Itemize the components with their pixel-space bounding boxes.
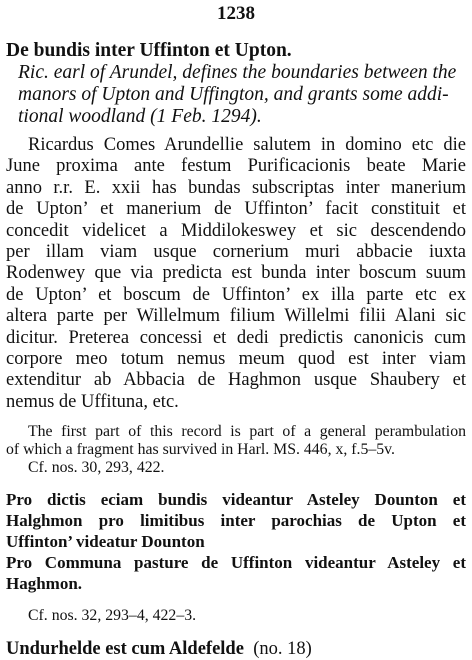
latin-line: nemus de Uffituna, etc. bbox=[6, 391, 179, 412]
cross-reference-line: Halghmon pro limitibus inter parochias de Upton et bbox=[6, 511, 466, 531]
next-entry-title: Undurhelde est cum Aldefelde bbox=[6, 639, 244, 660]
summary-line: tional woodland (1 Feb. 1294). bbox=[18, 106, 262, 127]
latin-line: corpore meo totum nemus meum quod est inter viam bbox=[6, 349, 466, 370]
latin-line: concedit videlicet a Middilokeswey et sic descendendo bbox=[6, 220, 466, 241]
latin-line: June proxima ante festum Purificacionis beate Marie bbox=[6, 156, 466, 177]
editorial-note bbox=[6, 423, 466, 477]
latin-line: anno r.r. E. xxii has bundas subscriptas inter manerium bbox=[6, 177, 466, 198]
latin-line: per illam viam usque cornerium muri abbacie iuxta bbox=[6, 242, 466, 263]
note-line: The first part of this record is part of a general perambulation bbox=[28, 423, 466, 441]
latin-line: dicitur. Preterea concessi et dedi predictis canonicis cum bbox=[6, 327, 466, 348]
cross-reference-line: Pro dictis eciam bundis videantur Asteley Dounton et bbox=[6, 490, 466, 510]
entry-heading: De bundis inter Uffinton et Upton. bbox=[6, 40, 292, 61]
summary-line: Ric. earl of Arundel, defines the boundaries between the bbox=[18, 62, 457, 83]
cross-reference-line: Pro Communa pasture de Uffinton videantur Asteley et bbox=[6, 553, 466, 573]
page-number: 1238 bbox=[217, 3, 255, 24]
summary-line: manors of Upton and Uffington, and grants some addi- bbox=[18, 84, 449, 105]
note-line: Cf. nos. 30, 293, 422. bbox=[28, 459, 165, 477]
note-line: of which a fragment has survived in Harl. MS. 446, x, f.5–5v. bbox=[6, 441, 395, 459]
latin-line: altera parte per Willelmum filium Willelmi filii Alani sic bbox=[6, 306, 466, 327]
next-entry-ref: (no. 18) bbox=[253, 639, 312, 660]
document-page bbox=[6, 0, 466, 660]
cf-line: Cf. nos. 32, 293–4, 422–3. bbox=[28, 607, 197, 625]
latin-line: de Upton’ et manerium de Uffinton’ facit constituit et bbox=[6, 199, 466, 220]
latin-line: de Upton’ et boscum de Uffinton’ ex illa parte etc ex bbox=[6, 284, 466, 305]
latin-line: extenditur ab Abbacia de Haghmon usque Shaubery et bbox=[6, 370, 466, 391]
latin-line: Ricardus Comes Arundellie salutem in domino etc die bbox=[28, 135, 466, 155]
cross-reference-block bbox=[6, 489, 466, 594]
latin-line: Rodenwey que via predicta est bunda inter boscum suum bbox=[6, 263, 466, 284]
entry-summary bbox=[6, 62, 466, 128]
latin-text bbox=[6, 135, 466, 413]
cross-reference-line: Haghmon. bbox=[6, 574, 83, 594]
cross-reference-line: Uffinton’ videatur Dounton bbox=[6, 532, 205, 552]
next-entry-heading bbox=[6, 638, 466, 660]
